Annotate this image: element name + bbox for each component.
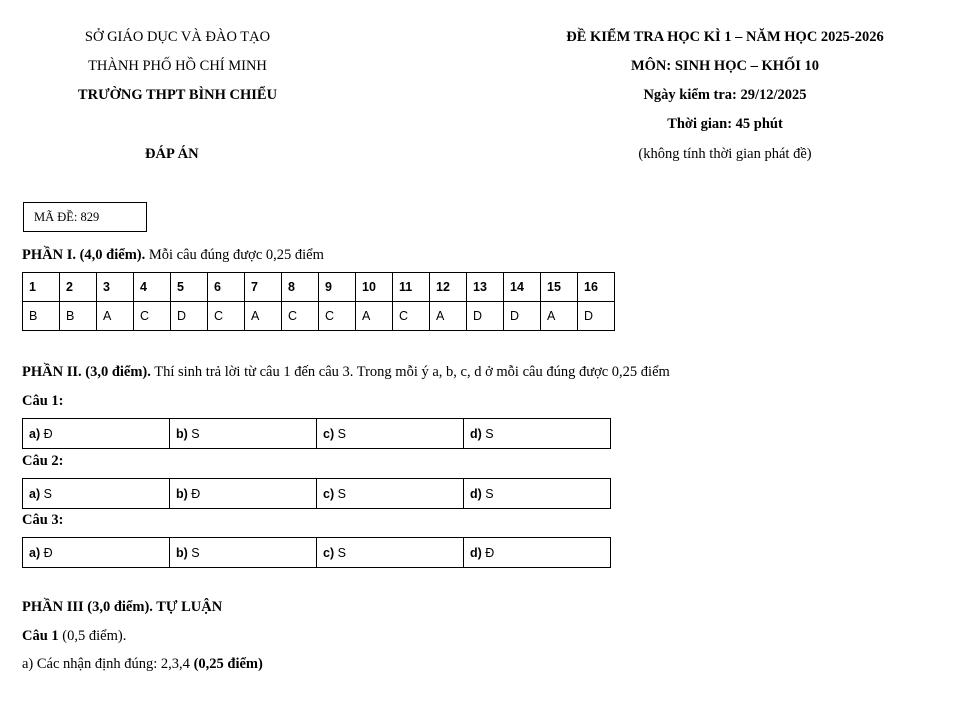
- tf-answer-cell: [464, 538, 611, 568]
- tf-item-label: a): [29, 426, 41, 441]
- answer-cell: D: [467, 302, 504, 331]
- tf-answer-cell: [23, 538, 170, 568]
- part1-title: PHẦN I. (4,0 điểm).: [22, 247, 146, 263]
- part1-question-row: [23, 273, 615, 302]
- department-name: SỞ GIÁO DỤC VÀ ĐÀO TẠO: [84, 29, 271, 45]
- answer-cell: C: [134, 302, 171, 331]
- question-number-cell: 4: [134, 273, 171, 302]
- part3-title: PHẦN III (3,0 điểm). TỰ LUẬN: [22, 599, 223, 615]
- tf-item-value: S: [334, 545, 346, 560]
- tf-item-label: c): [323, 486, 335, 501]
- question-number-cell: 3: [97, 273, 134, 302]
- part2-q1-row: [23, 419, 611, 449]
- exam-subject: MÔN: SINH HỌC – KHỐI 10: [630, 58, 820, 74]
- answer-key-label: ĐÁP ÁN: [145, 146, 199, 162]
- part2-title: PHẦN II. (3,0 điểm).: [22, 364, 151, 380]
- tf-item-label: d): [470, 545, 482, 560]
- part2-desc: Thí sinh trả lời từ câu 1 đến câu 3. Trong mỗi ý a, b, c, d ở mỗi câu đúng được 0,25 điểm: [150, 364, 670, 380]
- tf-item-label: a): [29, 486, 41, 501]
- exam-duration: Thời gian: 45 phút: [667, 116, 783, 132]
- answer-cell: B: [60, 302, 97, 331]
- question-number-cell: 5: [171, 273, 208, 302]
- tf-item-value: S: [187, 426, 200, 441]
- tf-answer-cell: [317, 419, 464, 449]
- part2-q2-label: Câu 2:: [22, 453, 64, 469]
- part2-q3-label: Câu 3:: [22, 512, 64, 528]
- part3-q1-a: [22, 656, 263, 673]
- tf-item-value: S: [334, 486, 346, 501]
- answer-cell: C: [319, 302, 356, 331]
- tf-item-value: Đ: [187, 486, 201, 501]
- question-number-cell: 10: [356, 273, 393, 302]
- tf-item-value: S: [334, 426, 346, 441]
- answer-cell: A: [245, 302, 282, 331]
- tf-answer-cell: [170, 479, 317, 509]
- question-number-cell: 14: [504, 273, 541, 302]
- tf-item-value: S: [40, 486, 52, 501]
- question-number-cell: 1: [23, 273, 60, 302]
- tf-answer-cell: [170, 419, 317, 449]
- question-number-cell: 12: [430, 273, 467, 302]
- question-number-cell: 11: [393, 273, 430, 302]
- exam-title: ĐỀ KIỂM TRA HỌC KÌ 1 – NĂM HỌC 2025-2026: [566, 29, 884, 45]
- tf-item-label: b): [176, 426, 188, 441]
- part3-q1-points: (0,5 điểm).: [58, 628, 127, 644]
- part2-q3-table: [22, 537, 611, 568]
- tf-item-value: S: [481, 486, 494, 501]
- answer-cell: C: [208, 302, 245, 331]
- exam-date: Ngày kiểm tra: 29/12/2025: [643, 87, 807, 103]
- tf-answer-cell: [23, 479, 170, 509]
- tf-answer-cell: [23, 419, 170, 449]
- answer-cell: A: [356, 302, 393, 331]
- tf-answer-cell: [464, 419, 611, 449]
- school-name: TRƯỜNG THPT BÌNH CHIỂU: [77, 87, 278, 103]
- tf-item-label: b): [176, 486, 188, 501]
- question-number-cell: 15: [541, 273, 578, 302]
- answer-cell: D: [578, 302, 615, 331]
- question-number-cell: 8: [282, 273, 319, 302]
- answer-cell: A: [97, 302, 134, 331]
- answer-cell: D: [504, 302, 541, 331]
- question-number-cell: 9: [319, 273, 356, 302]
- tf-answer-cell: [170, 538, 317, 568]
- part3-q1-label: Câu 1: [22, 628, 59, 644]
- part2-q1-table: [22, 418, 611, 449]
- tf-item-label: d): [470, 426, 482, 441]
- exam-note: (không tính thời gian phát đề): [638, 146, 812, 162]
- answer-cell: B: [23, 302, 60, 331]
- tf-item-label: b): [176, 545, 188, 560]
- part1-answer-row: [23, 302, 615, 331]
- part2-heading: [22, 364, 670, 381]
- question-number-cell: 13: [467, 273, 504, 302]
- part1-desc: Mỗi câu đúng được 0,25 điểm: [145, 247, 324, 263]
- part2-q3-row: [23, 538, 611, 568]
- part2-q2-table: [22, 478, 611, 509]
- part3-q1: [22, 628, 126, 645]
- answer-cell: C: [393, 302, 430, 331]
- question-number-cell: 16: [578, 273, 615, 302]
- tf-item-label: d): [470, 486, 482, 501]
- tf-item-label: c): [323, 426, 335, 441]
- tf-item-label: a): [29, 545, 41, 560]
- tf-answer-cell: [317, 479, 464, 509]
- part2-q2-row: [23, 479, 611, 509]
- question-number-cell: 6: [208, 273, 245, 302]
- tf-answer-cell: [317, 538, 464, 568]
- tf-item-value: Đ: [481, 545, 495, 560]
- answer-cell: D: [171, 302, 208, 331]
- question-number-cell: 2: [60, 273, 97, 302]
- part1-heading: [22, 247, 324, 264]
- answer-cell: A: [430, 302, 467, 331]
- tf-item-value: S: [481, 426, 494, 441]
- tf-answer-cell: [464, 479, 611, 509]
- part3-q1-a-points: (0,25 điểm): [193, 656, 263, 672]
- city-name: THÀNH PHỐ HỒ CHÍ MINH: [88, 58, 267, 74]
- part1-answer-table: [22, 272, 615, 331]
- question-number-cell: 7: [245, 273, 282, 302]
- tf-item-value: Đ: [40, 426, 53, 441]
- answer-cell: A: [541, 302, 578, 331]
- part3-q1-a-text: a) Các nhận định đúng: 2,3,4: [22, 656, 194, 672]
- answer-cell: C: [282, 302, 319, 331]
- tf-item-value: S: [187, 545, 200, 560]
- tf-item-value: Đ: [40, 545, 53, 560]
- tf-item-label: c): [323, 545, 335, 560]
- exam-code-box: MÃ ĐỀ: 829: [23, 202, 147, 232]
- part2-q1-label: Câu 1:: [22, 393, 64, 409]
